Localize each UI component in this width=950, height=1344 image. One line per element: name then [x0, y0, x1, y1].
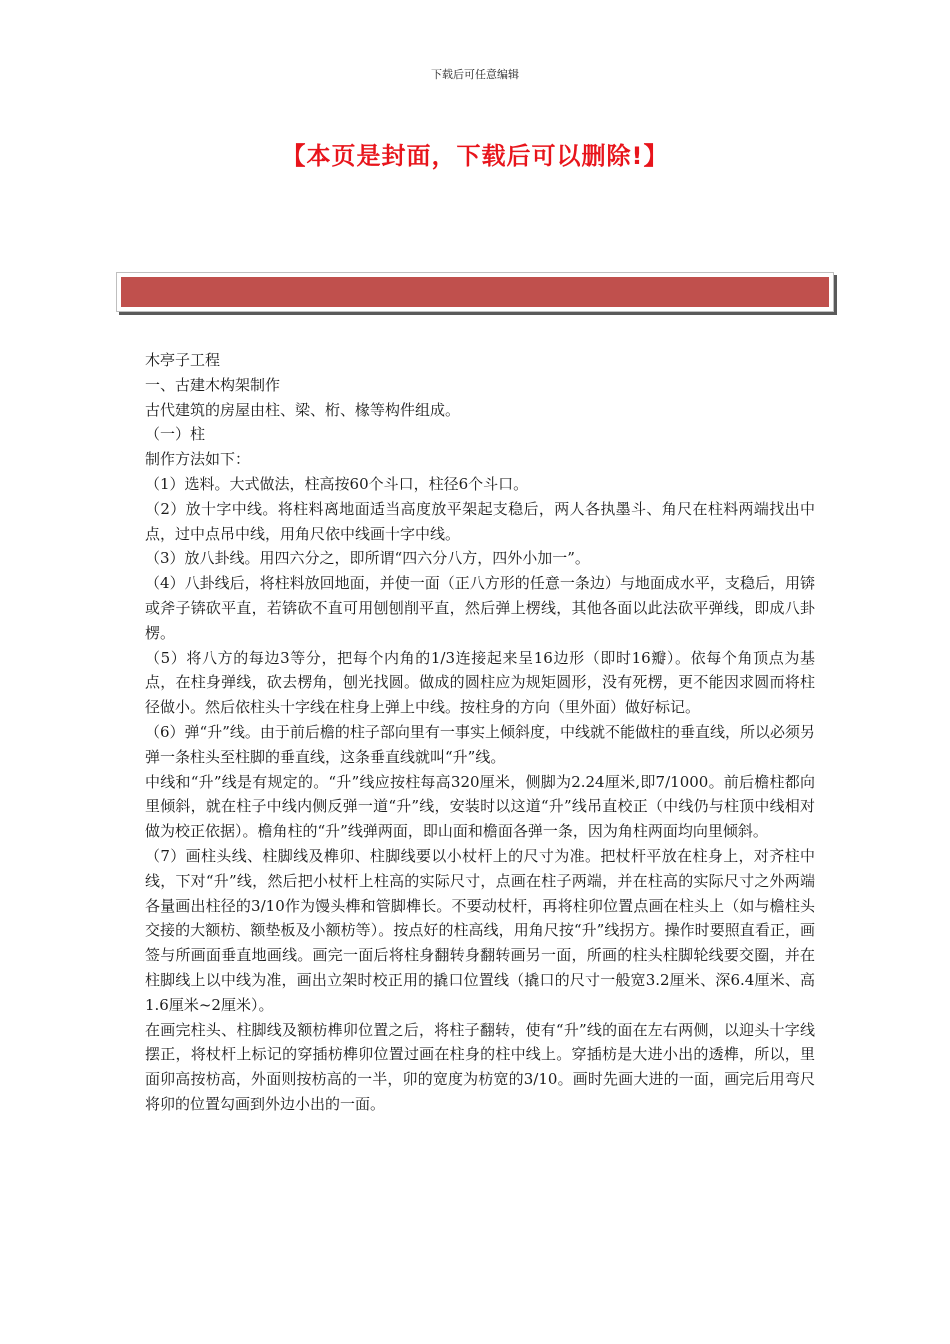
subsection-heading: （一）柱: [145, 425, 206, 444]
paragraph: 古代建筑的房屋由柱、梁、桁、椽等构件组成。: [145, 400, 461, 419]
document-title: 木亭子工程: [145, 351, 221, 369]
document-body: [145, 348, 815, 1117]
paragraph: 中线和“升”线是有规定的。“升”线应按柱每高320厘米，侧脚为2.24厘米,即7/1000。前后檐柱都向里倾斜，就在柱子中线内侧反弹一道“升”线，安装时以这道“升”线吊直校正（中线仍与柱顶中线相对做为校正依据）。檐角柱的“升”线弹两面，即山面和檐面各弹一条，因为角柱两面均向里倾斜。: [145, 772, 815, 841]
step-paragraph: （2）放十字中线。将柱料离地面适当高度放平架起支稳后，两人各执墨斗、角尺在柱料两端找出中点，过中点吊中线，用角尺依中线画十字中线。: [145, 499, 815, 543]
decorative-banner: [116, 272, 834, 312]
step-paragraph: （7）画柱头线、柱脚线及榫卯、柱脚线要以小杖杆上的尺寸为准。把杖杆平放在柱身上，对齐柱中线，下对“升”线，然后把小杖杆上柱高的实际尺寸，点画在柱子两端，并在柱高的实际尺寸之外两端各量画出柱径的3/10作为馒头榫和管脚榫长。不要动杖杆，再将柱卯位置点画在柱头上（如与檐柱头交接的大额枋、额垫板及小额枋等）。按点好的柱高线，用角尺按“升”线拐方。操作时要照直看正，画签与所画面垂直地画线。画完一面后将柱身翻转身翻转画另一面，所画的柱头柱脚轮线要交圈，并在柱脚线上以中线为准，画出立架时校正用的撬口位置线（撬口的尺寸一般宽3.2厘米、深6.4厘米、高1.6厘米~2厘米）。: [145, 846, 815, 1014]
step-paragraph: （3）放八卦线。用四六分之，即所谓“四六分八方，四外小加一”。: [145, 549, 590, 568]
step-paragraph: （4）八卦线后，将柱料放回地面，并使一面（正八方形的任意一条边）与地面成水平，支稳后，用锛或斧子锛砍平直，若锛砍不直可用刨刨削平直，然后弹上楞线，其他各面以此法砍平弹线，即成八卦楞。: [145, 574, 815, 642]
paragraph: 在画完柱头、柱脚线及额枋榫卯位置之后，将柱子翻转，使有“升”线的面在左右两侧，以迎头十字线摆正，将杖杆上标记的穿插枋榫卯位置过画在柱身的柱中线上。穿插枋是大进小出的透榫，所以，里面卯高按枋高，外面则按枋高的一半，卯的宽度为枋宽的3/10。画时先画大进的一面，画完后用弯尺将卯的位置勾画到外边小出的一面。: [145, 1020, 815, 1113]
paragraph: 制作方法如下：: [145, 450, 251, 469]
step-paragraph: （5）将八方的每边3等分，把每个内角的1/3连接起来呈16边形（即时16瓣）。依每个角顶点为基点，在柱身弹线，砍去楞角，刨光找圆。做成的圆柱应为规矩圆形，没有死楞，更不能因求圆而将柱径做小。然后依柱头十字线在柱身上弹上中线。按柱身的方向（里外面）做好标记。: [145, 648, 815, 717]
header-note: 下载后可任意编辑: [431, 68, 519, 81]
cover-notice: 【本页是封面，下载后可以删除!】: [281, 142, 669, 170]
banner-fill: [121, 277, 829, 307]
step-paragraph: （1）选料。大式做法，柱高按60个斗口，柱径6个斗口。: [145, 474, 529, 493]
step-paragraph: （6）弹“升”线。由于前后檐的柱子部向里有一事实上倾斜度，中线就不能做柱的垂直线，所以必须另弹一条柱头至柱脚的垂直线，这条垂直线就叫“升”线。: [145, 722, 815, 766]
section-heading: 一、古建木构架制作: [145, 375, 281, 394]
